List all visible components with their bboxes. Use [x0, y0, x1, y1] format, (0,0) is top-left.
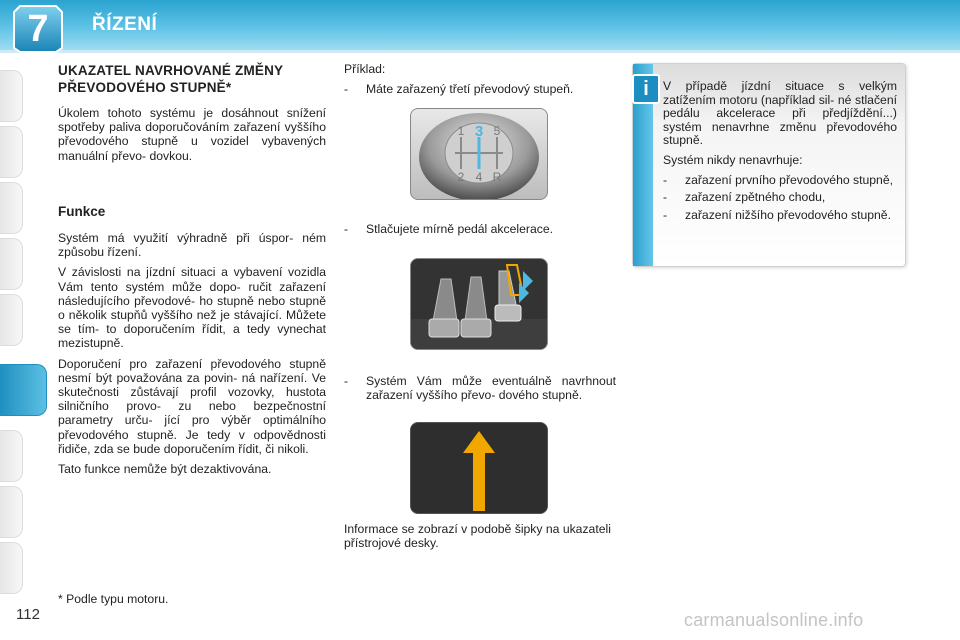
gear-label: 5	[493, 124, 501, 138]
chapter-tab[interactable]	[0, 294, 23, 346]
section-heading: UKAZATEL NAVRHOVANÉ ZMĚNY PŘEVODOVÉHO STUPNĚ*	[58, 63, 284, 95]
watermark: carmanualsonline.info	[684, 610, 864, 630]
gear-label-active: 3	[474, 123, 484, 140]
gear-knob-icon	[411, 109, 547, 199]
pedals-icon	[411, 259, 547, 349]
intro-paragraph: Úkolem tohoto systému je dosáhnout snížení spotřeby paliva doporučováním zařazení vyššího převodového stupně u vozidel vybavených manuální převo- dovkou.	[58, 106, 326, 163]
gear-label: 1	[457, 124, 465, 138]
pedals-image	[410, 258, 548, 350]
info-paragraph: Systém nikdy nenavrhuje:	[663, 152, 803, 167]
chapter-tab[interactable]	[0, 182, 23, 234]
chapter-tab[interactable]	[0, 486, 23, 538]
gear-label: 2	[457, 170, 465, 184]
paragraph: Systém má využití výhradně při úspor- ném způsobu řízení.	[58, 231, 326, 260]
gear-label: R	[492, 170, 502, 184]
chapter-title: ŘÍZENÍ	[92, 14, 158, 35]
left-column	[58, 62, 326, 482]
info-list-item: - zařazení prvního převodového stupně,	[663, 172, 894, 187]
info-list-item: - zařazení zpětného chodu,	[663, 190, 826, 205]
chapter-tab[interactable]	[0, 542, 23, 594]
footnote: * Podle typu motoru.	[58, 592, 169, 606]
subheading-funkce: Funkce	[58, 203, 106, 219]
info-text	[663, 80, 897, 226]
step-item: - Máte zařazený třetí převodový stupeň.	[344, 82, 616, 96]
note-text: Informace se zobrazí v podobě šipky na ukazateli přístrojové desky.	[344, 522, 611, 551]
chapter-tab[interactable]	[0, 70, 23, 122]
header-divider	[0, 50, 960, 53]
gear-knob-image	[410, 108, 548, 200]
example-label: Příklad:	[344, 62, 386, 76]
paragraph: V závislosti na jízdní situaci a vybavení vozidla Vám tento systém může dopo- ručit zařazení následujícího převodové- ho stupně nebo stupně o několik stupňů vyššího než je stávající. Můžete se tím- to doporučením řídit, a tedy vynechat mezistupně.	[58, 265, 326, 351]
info-list-item: - zařazení nižšího převodového stupně.	[663, 207, 891, 222]
chapter-tabs	[0, 70, 22, 580]
middle-column	[344, 62, 616, 100]
step-item: - Systém Vám může eventuálně navrhnout zařazení vyššího převo- dového stupně.	[344, 374, 616, 403]
gear-label: 4	[475, 170, 483, 184]
step-item: - Stlačujete mírně pedál akcelerace.	[344, 222, 616, 236]
page-number: 112	[16, 606, 40, 623]
step-text: Máte zařazený třetí převodový stupeň.	[366, 82, 574, 97]
info-icon: i	[632, 74, 660, 104]
shift-up-arrow-icon	[411, 423, 547, 513]
chapter-tab[interactable]	[0, 238, 23, 290]
paragraph: Doporučení pro zařazení převodového stupně nesmí být považována za povin- ná nařízení. Ve skutečnosti zůstávají profil vozovky, hustota silničního provo- zu nebo bezpečnostní parametry urču- jící pro výběr optimálního převodového stupně. Je tedy v odpovědnosti řidiče, zda se bude doporučením řídit, či nikoli.	[58, 356, 326, 456]
step-text: Stlačujete mírně pedál akcelerace.	[366, 222, 553, 236]
info-paragraph: V případě jízdní situace s velkým zatížením motoru (například sil- né stlačení pedálu akcelerace při předjíždění...) systém nenavrhne změnu převodového stupně.	[663, 79, 897, 148]
step-text: Systém Vám může eventuálně navrhnout zařazení vyššího převo- dového stupně.	[366, 374, 616, 403]
chapter-number: 7	[27, 8, 49, 50]
chapter-tab-active[interactable]	[0, 364, 47, 416]
chapter-tab[interactable]	[0, 430, 23, 482]
chapter-tab[interactable]	[0, 126, 23, 178]
shift-indicator-image	[410, 422, 548, 514]
info-box	[632, 63, 906, 267]
paragraph: Tato funkce nemůže být dezaktivována.	[58, 462, 272, 477]
